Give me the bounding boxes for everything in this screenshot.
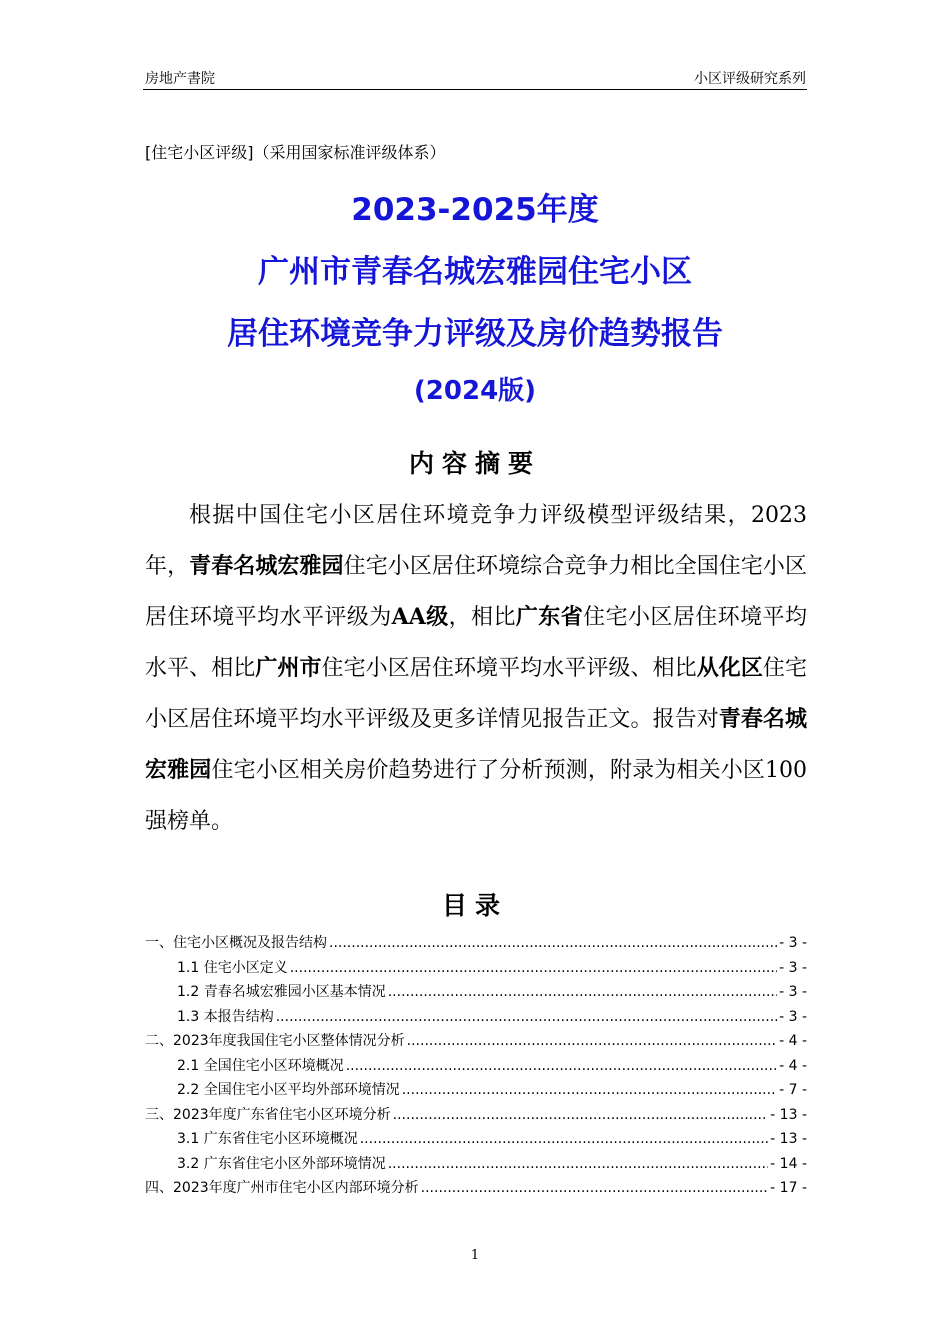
toc-leader-dots: [407, 1033, 777, 1049]
toc-entry-page: - 4 -: [779, 1033, 807, 1049]
title-line-2: 广州市青春名城宏雅园住宅小区: [258, 254, 692, 290]
toc-leader-dots: [329, 935, 777, 951]
toc-leader-dots: [290, 960, 777, 976]
toc-leader-dots: [388, 984, 777, 1000]
abstract-emphasis: AA级: [391, 604, 449, 630]
toc-leader-dots: [346, 1058, 777, 1074]
toc-entry-title: 3.2 广东省住宅小区外部环境情况: [177, 1155, 386, 1172]
toc-entry-title: 1.1 住宅小区定义: [177, 959, 288, 976]
toc-leader-dots: [388, 1156, 768, 1172]
title-edition: (2024版): [413, 376, 537, 406]
toc-entry-title: 1.3 本报告结构: [177, 1008, 274, 1025]
abstract-text: 住宅小区居住环境平均水平评级、相比: [321, 656, 697, 681]
header-left-text: 房地产書院: [145, 71, 215, 87]
toc-entry-page: - 3 -: [779, 984, 807, 1000]
page-number: 1: [470, 1248, 480, 1263]
abstract-text: ，相比: [448, 605, 516, 630]
toc-entry-page: - 3 -: [779, 959, 807, 976]
title-line-3: 居住环境竞争力评级及房价趋势报告: [227, 316, 723, 352]
toc-entry-page: - 3 -: [779, 1008, 807, 1025]
toc-entry[interactable]: [145, 1153, 807, 1178]
toc-entry-title: 三、2023年度广东省住宅小区环境分析: [145, 1106, 391, 1123]
abstract-paragraph: [145, 490, 807, 847]
toc-entry-page: - 7 -: [779, 1082, 807, 1098]
toc-entry[interactable]: [145, 1128, 807, 1153]
abstract-emphasis: 广东省: [515, 604, 584, 630]
toc-entry-page: - 4 -: [779, 1057, 807, 1074]
toc-entry[interactable]: [145, 1079, 807, 1104]
toc-entry-page: - 13 -: [770, 1106, 807, 1123]
abstract-text: 住宅小区居住环境平均水平、相比: [145, 605, 807, 681]
toc-entry-page: - 3 -: [779, 935, 807, 951]
toc-entry-title: 2.1 全国住宅小区环境概况: [177, 1057, 344, 1074]
toc-leader-dots: [421, 1180, 769, 1196]
abstract-emphasis: 青春名城宏雅园: [189, 553, 344, 579]
toc-entry[interactable]: [145, 1030, 807, 1055]
toc-entry-title: 3.1 广东省住宅小区环境概况: [177, 1131, 358, 1147]
toc-entry[interactable]: [145, 1177, 807, 1202]
toc-entry-page: - 17 -: [770, 1180, 807, 1196]
toc-entry-page: - 14 -: [770, 1155, 807, 1172]
toc-entry[interactable]: [145, 981, 807, 1006]
toc-leader-dots: [360, 1131, 768, 1147]
toc-entry[interactable]: [145, 1006, 807, 1031]
toc-entry[interactable]: [145, 1104, 807, 1129]
toc-entry-title: 二、2023年度我国住宅小区整体情况分析: [145, 1033, 405, 1049]
header-right-text: 小区评级研究系列: [694, 71, 806, 87]
toc-entry[interactable]: [145, 932, 807, 957]
toc-entry-title: 四、2023年度广州市住宅小区内部环境分析: [145, 1180, 419, 1196]
toc-entry-title: 一、住宅小区概况及报告结构: [145, 935, 327, 951]
table-of-contents: [145, 932, 807, 1202]
abstract-text: 住宅小区居住环境平均水平评级及更多详情见报告正文。报告对: [145, 656, 807, 732]
abstract-heading: 内容摘要: [408, 449, 541, 478]
report-category: [住宅小区评级]（采用国家标准评级体系）: [145, 143, 446, 162]
toc-leader-dots: [276, 1009, 777, 1025]
abstract-text: 住宅小区相关房价趋势进行了分析预测，附录为相关小区100强榜单。: [145, 758, 807, 834]
toc-heading: 目录: [441, 891, 508, 920]
abstract-text: 根据中国住宅小区居住环境竞争力评级模型评级结果，2023年，: [145, 503, 807, 579]
toc-leader-dots: [402, 1082, 777, 1098]
abstract-emphasis: 从化区: [696, 655, 763, 681]
toc-leader-dots: [393, 1107, 769, 1123]
toc-entry-page: - 13 -: [770, 1131, 807, 1147]
toc-entry-title: 2.2 全国住宅小区平均外部环境情况: [177, 1082, 400, 1098]
header-divider: [143, 89, 807, 90]
abstract-emphasis: 广州市: [255, 655, 322, 681]
title-line-1: 2023-2025年度: [351, 192, 599, 228]
toc-entry-title: 1.2 青春名城宏雅园小区基本情况: [177, 984, 386, 1000]
toc-entry[interactable]: [145, 957, 807, 982]
abstract-emphasis: 青春名城宏雅园: [145, 706, 807, 783]
abstract-text: 住宅小区居住环境综合竞争力相比全国住宅小区居住环境平均水平评级为: [145, 554, 807, 630]
toc-entry[interactable]: [145, 1055, 807, 1080]
